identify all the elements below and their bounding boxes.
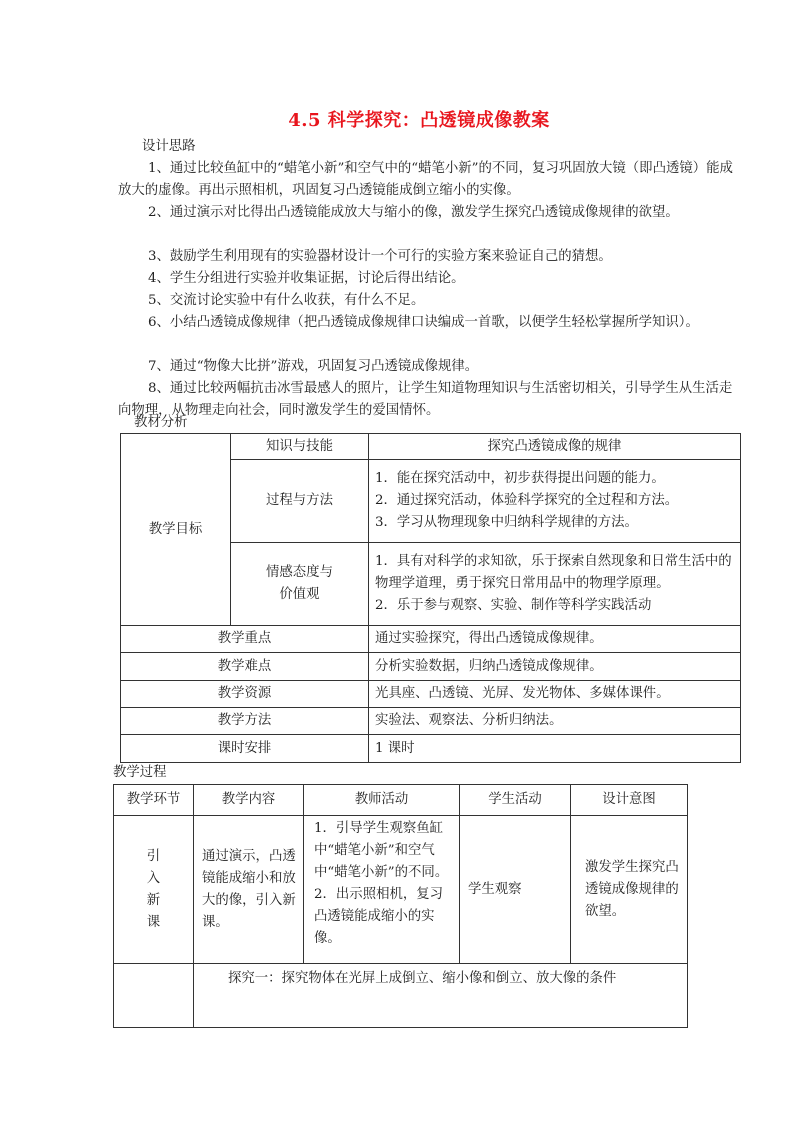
process-heading: 教学过程 — [113, 765, 167, 780]
row-label-key-point: 教学重点 — [121, 626, 369, 653]
design-item-3: 3、鼓励学生利用现有的实验器材设计一个可行的实验方案来验证自己的猜想。 — [148, 249, 612, 264]
design-heading: 设计思路 — [142, 139, 196, 154]
row-label-resources: 教学资源 — [121, 681, 369, 708]
teacher-line: 1．引导学生观察鱼缸中“蜡笔小新”和空气中“蜡笔小新”的不同。 — [314, 821, 449, 880]
goal-attitude-label-line: 价值观 — [279, 587, 320, 602]
design-item-8: 8、通过比较两幅抗击冰雪最感人的照片，让学生知道物理知识与生活密切相关，引导学生从生活走向物理，从物理走向社会，同时激发学生的爱国情怀。 — [118, 381, 733, 418]
goal-knowledge-label: 知识与技能 — [231, 434, 369, 460]
header-stage: 教学环节 — [114, 785, 194, 816]
stage-char: 课 — [146, 914, 161, 930]
row-value-schedule: 1 课时 — [369, 735, 741, 763]
goal-process-line: 3．学习从物理现象中归纳科学规律的方法。 — [375, 515, 638, 530]
row-value-methods: 实验法、观察法、分析归纳法。 — [369, 708, 741, 735]
row-label-difficulty: 教学难点 — [121, 653, 369, 681]
goal-process-line: 1．能在探究活动中，初步获得提出问题的能力。 — [375, 471, 665, 486]
goal-attitude-label-line: 情感态度与 — [266, 565, 333, 580]
document-title: 4.5 科学探究：凸透镜成像教案 — [288, 110, 550, 131]
header-student: 学生活动 — [460, 785, 571, 816]
row-value-resources: 光具座、凸透镜、光屏、发光物体、多媒体课件。 — [369, 681, 741, 708]
goal-attitude-line: 1．具有对科学的求知欲，乐于探索自然现象和日常生活中的物理学道理，勇于探究日常用品中的物理学原理。 — [375, 554, 732, 591]
goal-attitude-label — [231, 543, 369, 626]
goal-label: 教学目标 — [121, 434, 231, 626]
stage-char: 引 — [146, 848, 161, 864]
process-table — [113, 784, 688, 1028]
goal-process-label: 过程与方法 — [231, 460, 369, 543]
stage-cell — [114, 816, 194, 964]
goal-attitude-value — [369, 543, 741, 626]
design-item-1: 1、通过比较鱼缸中的“蜡笔小新”和空气中的“蜡笔小新”的不同，复习巩固放大镜（即凸透镜）能成放大的虚像。再出示照相机，巩固复习凸透镜能成倒立缩小的实像。 — [118, 161, 733, 198]
stage-cell-empty — [114, 964, 194, 1028]
teacher-cell — [304, 816, 460, 964]
stage-char: 新 — [146, 892, 161, 908]
teacher-line: 2．出示照相机，复习凸透镜能成缩小的实像。 — [314, 887, 444, 946]
design-item-2: 2、通过演示对比得出凸透镜能成放大与缩小的像，激发学生探究凸透镜成像规律的欲望。 — [148, 205, 679, 220]
header-content: 教学内容 — [194, 785, 304, 816]
stage-char: 入 — [146, 870, 161, 886]
row-label-schedule: 课时安排 — [121, 735, 369, 763]
row-value-key-point: 通过实验探究，得出凸透镜成像规律。 — [369, 626, 741, 653]
row-value-difficulty: 分析实验数据，归纳凸透镜成像规律。 — [369, 653, 741, 681]
header-teacher: 教师活动 — [304, 785, 460, 816]
row-label-methods: 教学方法 — [121, 708, 369, 735]
analysis-table — [120, 433, 741, 763]
design-item-4: 4、学生分组进行实验并收集证据，讨论后得出结论。 — [148, 271, 465, 286]
content-cell: 通过演示，凸透镜能成缩小和放大的像，引入新课。 — [194, 816, 304, 964]
analysis-heading: 教材分析 — [134, 415, 188, 430]
inquiry-cell: 探究一：探究物体在光屏上成倒立、缩小像和倒立、放大像的条件 — [194, 964, 688, 1028]
student-cell: 学生观察 — [460, 816, 571, 964]
goal-process-value — [369, 460, 741, 543]
goal-knowledge-value: 探究凸透镜成像的规律 — [369, 434, 741, 460]
design-item-7: 7、通过“物像大比拼”游戏，巩固复习凸透镜成像规律。 — [148, 359, 479, 374]
goal-attitude-line: 2．乐于参与观察、实验、制作等科学实践活动 — [375, 598, 652, 613]
design-item-6: 6、小结凸透镜成像规律（把凸透镜成像规律口诀编成一首歌，以便学生轻松掌握所学知识）。 — [148, 315, 699, 330]
goal-process-line: 2．通过探究活动，体验科学探究的全过程和方法。 — [375, 493, 679, 508]
intent-cell: 激发学生探究凸透镜成像规律的欲望。 — [571, 816, 688, 964]
header-intent: 设计意图 — [571, 785, 688, 816]
design-item-5: 5、交流讨论实验中有什么收获，有什么不足。 — [148, 293, 425, 308]
